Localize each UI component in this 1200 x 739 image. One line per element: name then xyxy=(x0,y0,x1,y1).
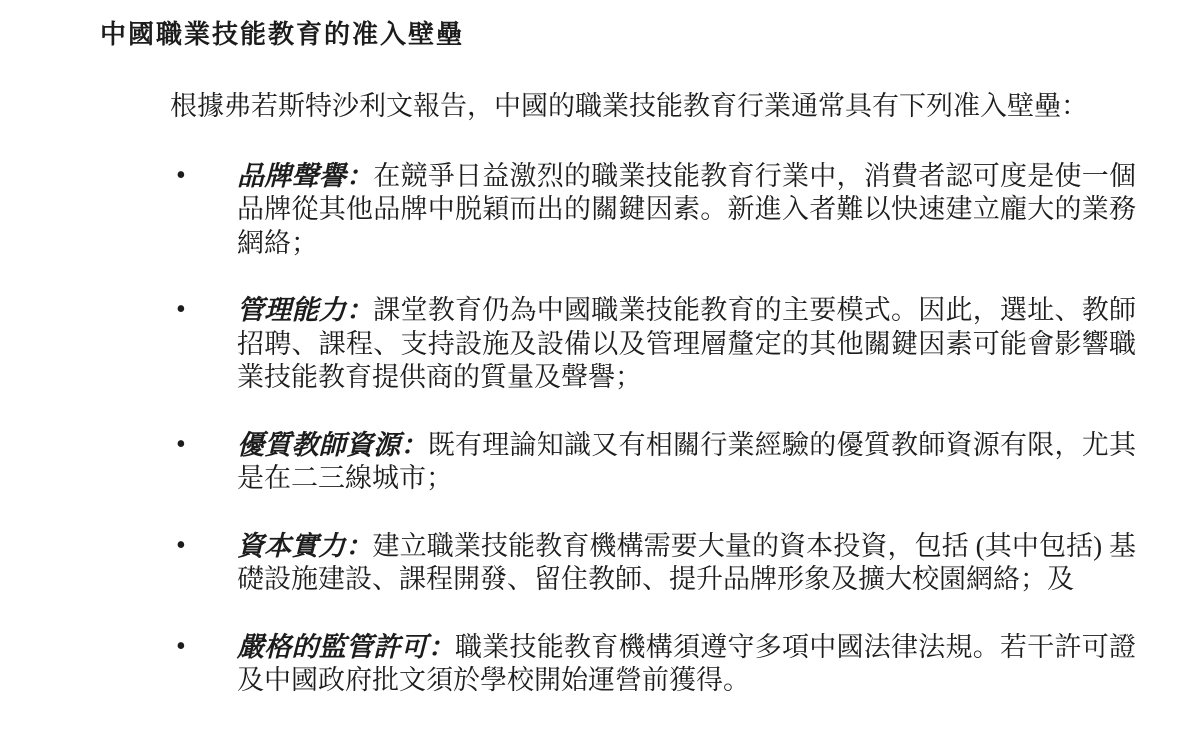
bullet-term: 優質教師資源： xyxy=(237,429,428,460)
bullet-term: 資本實力： xyxy=(237,530,373,561)
list-item-brand-reputation xyxy=(100,160,1136,261)
bullet-text: 建立職業技能教育機構需要大量的資本投資，包括 (其中包括) 基礎設施建設、課程開發、留住教師、提升品牌形象及擴大校園網絡；及 xyxy=(237,530,1137,594)
bullet-text: 在競爭日益激烈的職業技能教育行業中，消費者認可度是使一個品牌從其他品牌中脱穎而出的關鍵因素。新進入者難以快速建立龐大的業務網絡； xyxy=(237,160,1136,258)
bullet-icon: • xyxy=(176,529,186,561)
list-item-capital-strength xyxy=(100,530,1136,597)
bullet-icon: • xyxy=(176,294,186,325)
intro-paragraph: 根據弗若斯特沙利文報告，中國的職業技能教育行業通常具有下列准入壁壘： xyxy=(170,91,1088,121)
bullet-icon: • xyxy=(176,630,186,662)
page-title: 中國職業技能教育的准入壁壘 xyxy=(100,19,465,49)
bullet-text: 既有理論知識又有相關行業經驗的優質教師資源有限，尤其是在二三線城市； xyxy=(237,429,1136,493)
barrier-list xyxy=(100,160,1136,698)
bullet-icon: • xyxy=(176,428,186,460)
bullet-text: 職業技能教育機構須遵守多項中國法律法規。若干許可證及中國政府批文須於學校開始運營前獲得。 xyxy=(237,631,1136,695)
bullet-text: 課堂教育仍為中國職業技能教育的主要模式。因此，選址、教師招聘、課程、支持設施及設備以及管理層釐定的其他關鍵因素可能會影響職業技能教育提供商的質量及聲譽； xyxy=(237,295,1136,392)
bullet-term: 管理能力： xyxy=(237,295,374,325)
list-item-regulatory-licensing xyxy=(100,631,1136,698)
list-item-management-capability xyxy=(100,294,1136,395)
list-item-quality-teachers xyxy=(100,429,1136,496)
bullet-term: 品牌聲譽： xyxy=(237,160,374,191)
bullet-term: 嚴格的監管許可： xyxy=(237,631,455,662)
bullet-icon: • xyxy=(176,159,186,191)
